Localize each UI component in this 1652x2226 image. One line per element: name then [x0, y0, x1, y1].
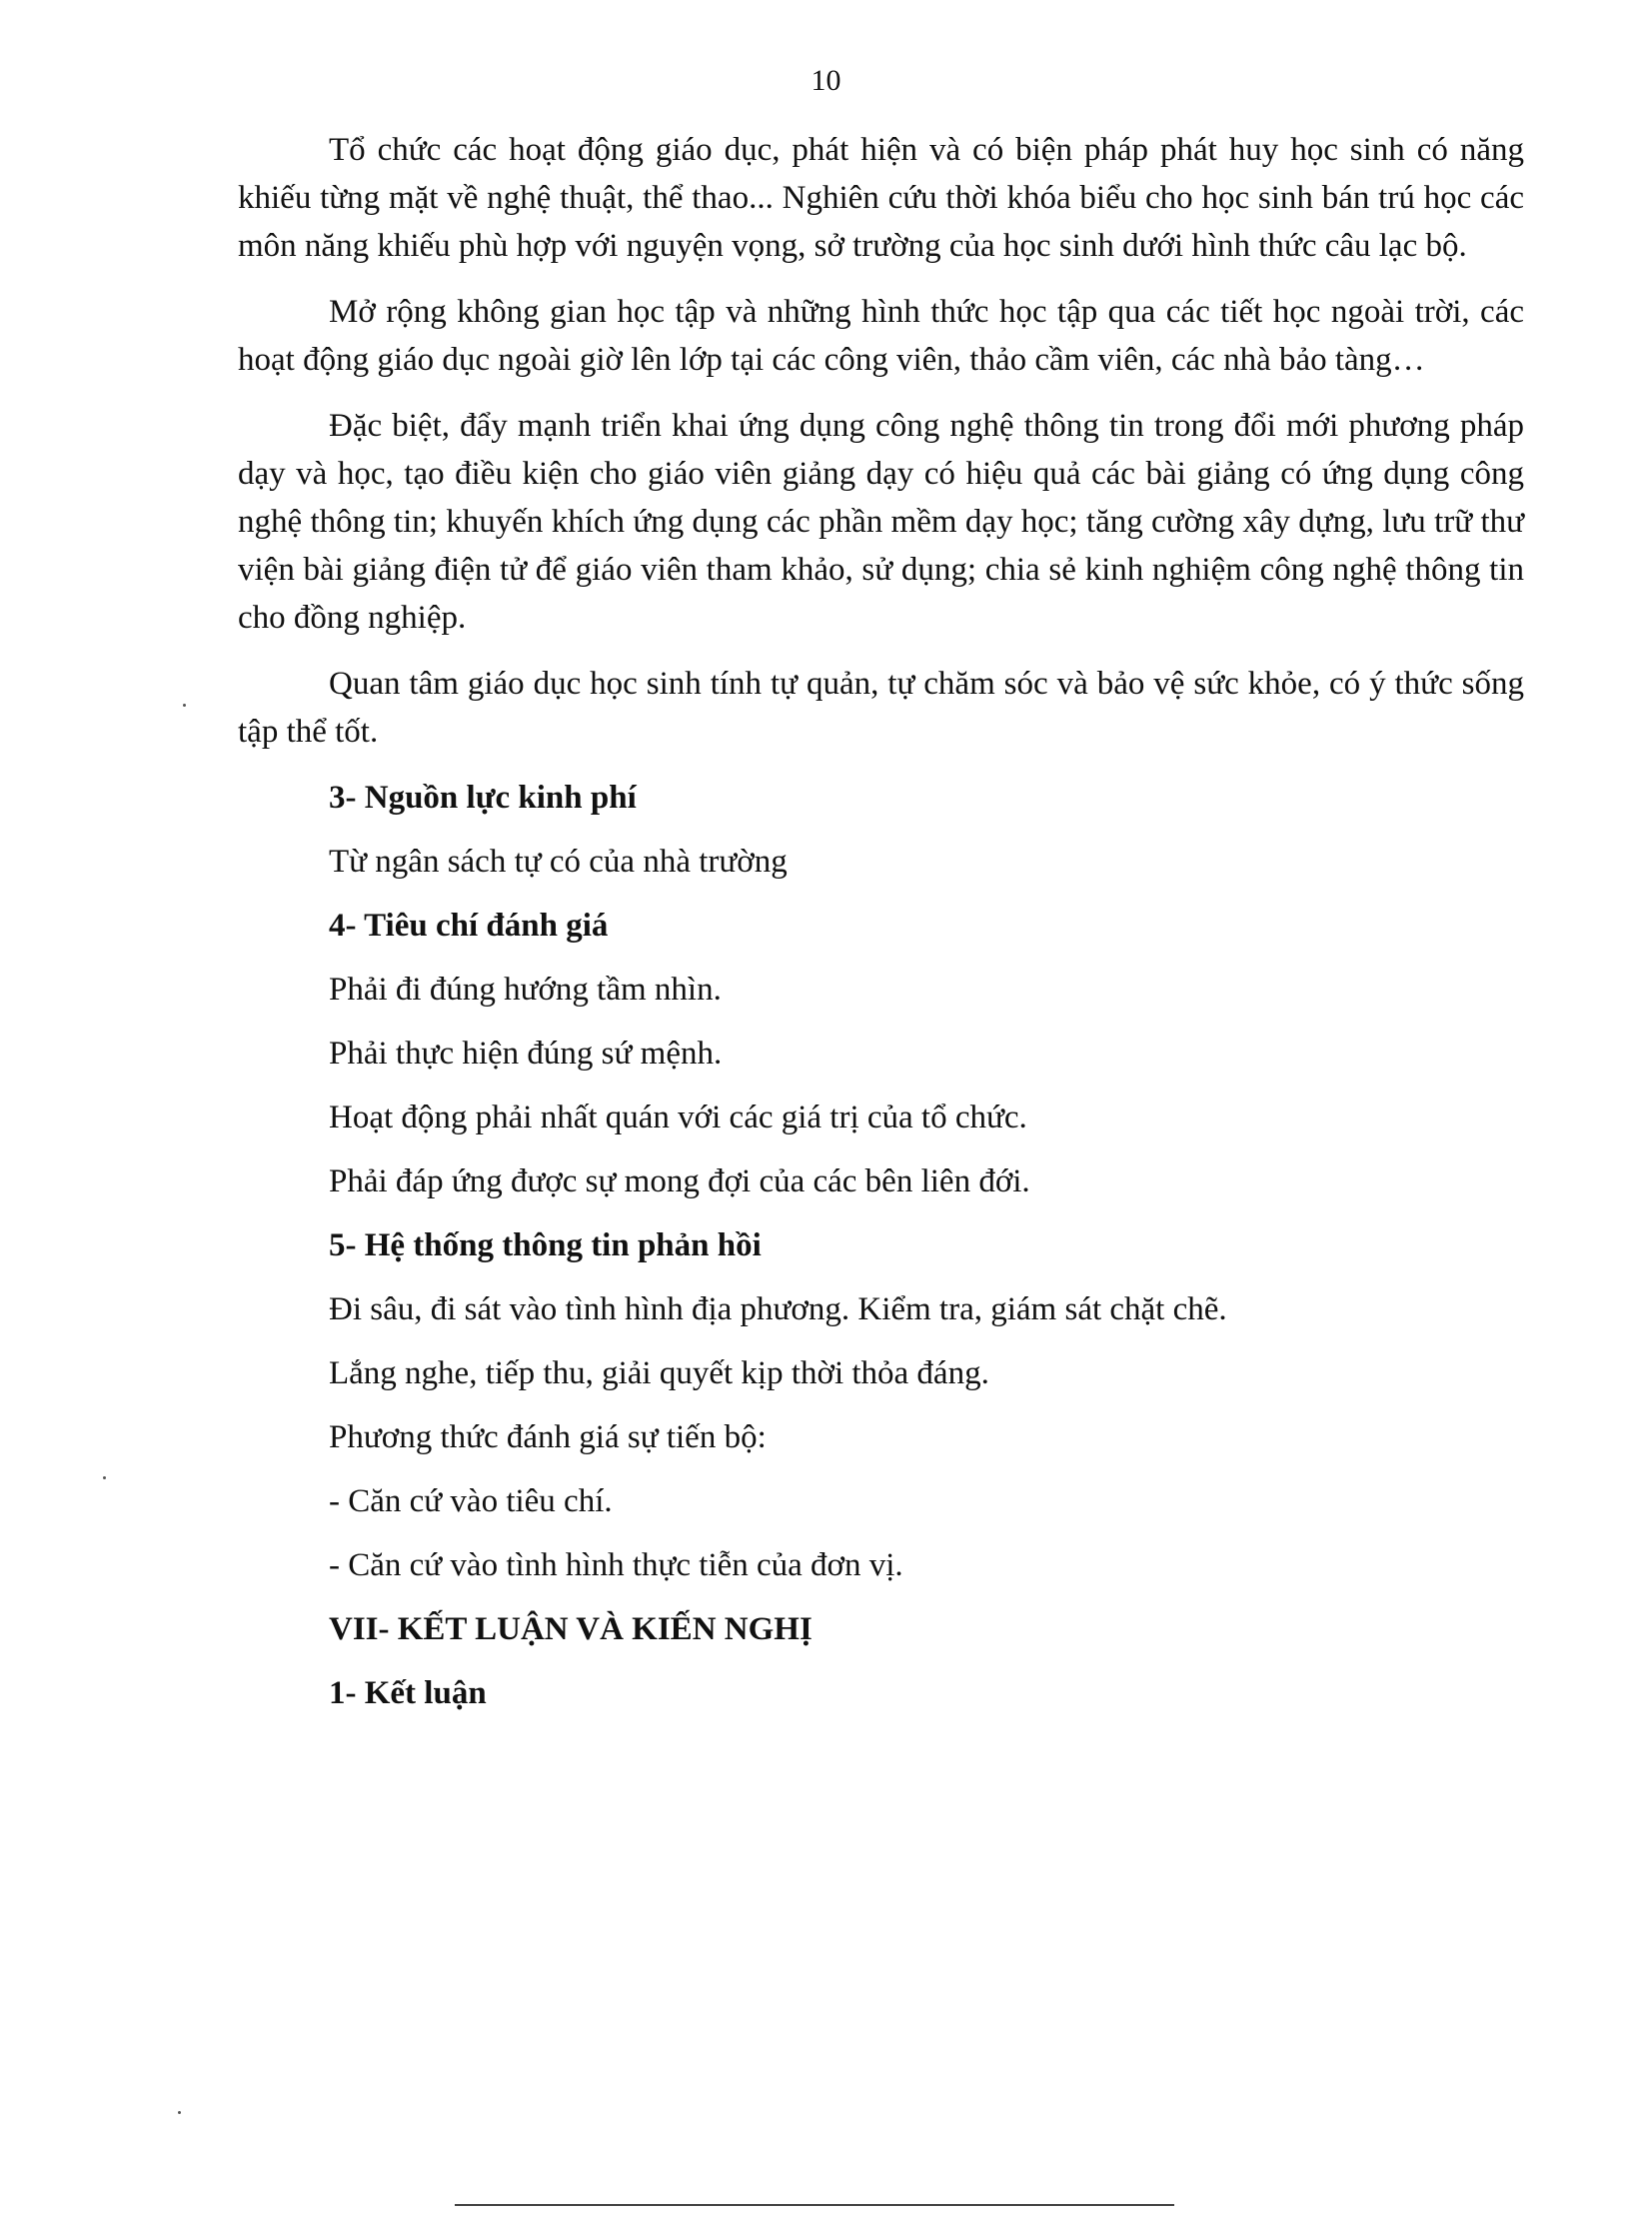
bottom-rule	[455, 2204, 1174, 2206]
document-body	[238, 126, 1524, 1733]
section-5-line: - Căn cứ vào tiêu chí.	[329, 1483, 613, 1519]
section-5-heading: 5- Hệ thống thông tin phản hồi	[329, 1227, 762, 1263]
paragraph-it-application: Đặc biệt, đẩy mạnh triển khai ứng dụng công nghệ thông tin trong đổi mới phương pháp dạy và học, tạo điều kiện cho giáo viên giảng dạy có hiệu quả các bài giảng có ứng dụng công nghệ thông tin; khuyến khích ứng dụng các phần mềm dạy học; tăng cường xây dựng, lưu trữ thư viện bài giảng điện tử để giáo viên tham khảo, sử dụng; chia sẻ kinh nghiệm công nghệ thông tin cho đồng nghiệp.	[238, 408, 1524, 636]
section-4-line: Hoạt động phải nhất quán với các giá trị của tổ chức.	[329, 1100, 1027, 1135]
scan-speck	[178, 2111, 181, 2114]
section-4-heading: 4- Tiêu chí đánh giá	[329, 908, 609, 944]
scan-speck	[183, 704, 186, 707]
section-5-line: Đi sâu, đi sát vào tình hình địa phương. Kiểm tra, giám sát chặt chẽ.	[329, 1291, 1227, 1327]
section-5-line: Phương thức đánh giá sự tiến bộ:	[329, 1419, 767, 1455]
section-5-line: Lắng nghe, tiếp thu, giải quyết kịp thời thỏa đáng.	[329, 1355, 989, 1391]
section-4-line: Phải đáp ứng được sự mong đợi của các bên liên đới.	[329, 1163, 1030, 1199]
paragraph-talent-activities: Tổ chức các hoạt động giáo dục, phát hiện và có biện pháp phát huy học sinh có năng khiếu từng mặt về nghệ thuật, thể thao... Nghiên cứu thời khóa biểu cho học sinh bán trú học các môn năng khiếu phù hợp với nguyện vọng, sở trường của học sinh dưới hình thức câu lạc bộ.	[238, 132, 1524, 264]
section-4-line: Phải đi đúng hướng tầm nhìn.	[329, 972, 722, 1008]
section-4-line: Phải thực hiện đúng sứ mệnh.	[329, 1036, 723, 1072]
page-number: 10	[811, 64, 841, 97]
section-3-heading: 3- Nguồn lực kinh phí	[329, 780, 637, 816]
paragraph-learning-space: Mở rộng không gian học tập và những hình thức học tập qua các tiết học ngoài trời, các hoạt động giáo dục ngoài giờ lên lớp tại các công viên, thảo cầm viên, các nhà bảo tàng…	[238, 294, 1524, 378]
paragraph-self-management: Quan tâm giáo dục học sinh tính tự quản, tự chăm sóc và bảo vệ sức khỏe, có ý thức sống tập thể tốt.	[238, 666, 1524, 750]
scan-speck	[103, 1476, 106, 1479]
section-7-heading: VII- KẾT LUẬN VÀ KIẾN NGHỊ	[329, 1611, 813, 1647]
section-7-subheading: 1- Kết luận	[329, 1675, 487, 1711]
section-5-line: - Căn cứ vào tình hình thực tiễn của đơn vị.	[329, 1547, 903, 1583]
section-3-line: Từ ngân sách tự có của nhà trường	[329, 844, 788, 880]
